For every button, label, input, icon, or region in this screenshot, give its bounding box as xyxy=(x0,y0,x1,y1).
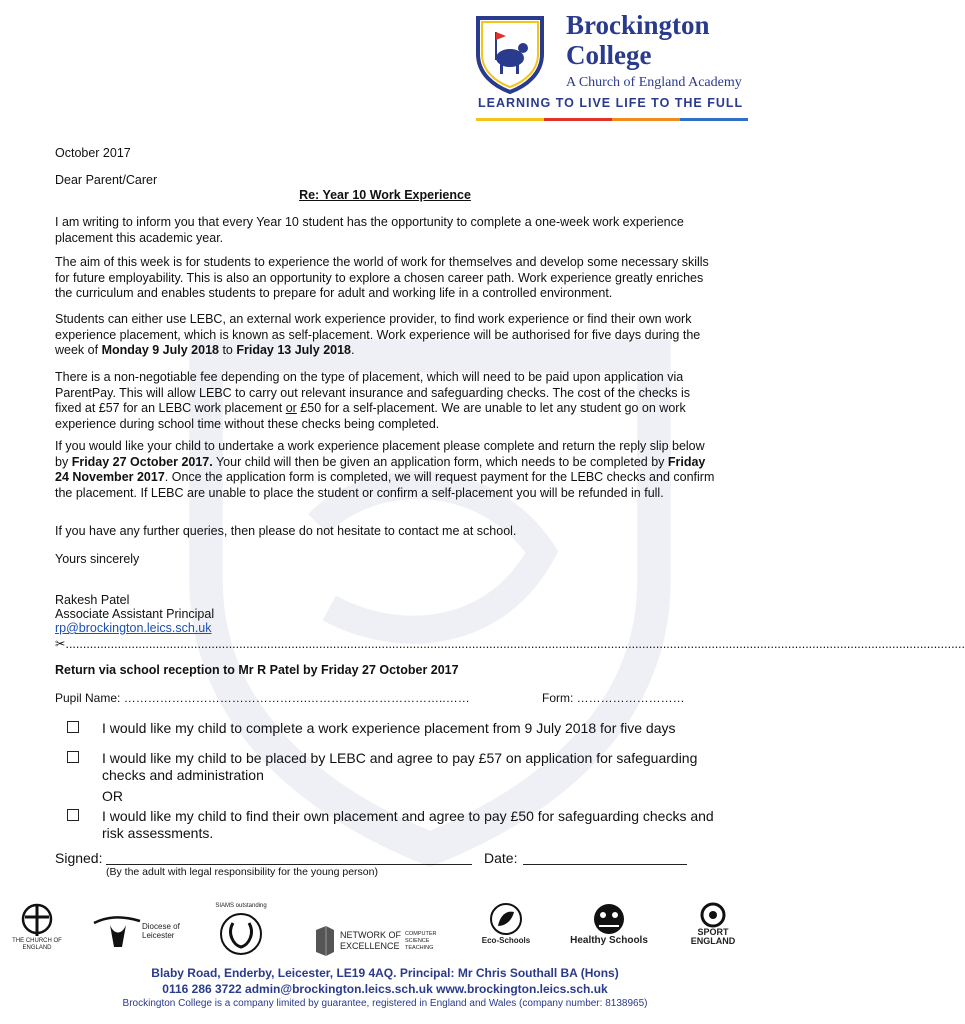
paragraph-placement xyxy=(55,312,715,359)
date-joiner: to xyxy=(218,343,237,357)
sport-england-icon xyxy=(698,902,728,928)
scissors-icon: ✂ xyxy=(55,637,66,651)
computer-line2: SCIENCE xyxy=(405,937,430,944)
paragraph-reply xyxy=(55,439,715,501)
college-name-line2: College xyxy=(566,40,652,70)
network-cube-icon xyxy=(314,926,336,956)
signer-title: Associate Assistant Principal xyxy=(55,607,215,621)
option-full-week[interactable] xyxy=(55,720,725,737)
diocese-figure-icon xyxy=(92,911,142,951)
date-label: Date: xyxy=(484,850,518,866)
option-2-label: I would like my child to be placed by LEBC and agree to pay £57 on application for safeguarding checks and administration xyxy=(102,750,698,783)
siams-logo xyxy=(206,902,276,960)
sport-line2: ENGLAND xyxy=(690,936,736,946)
footer-address: Blaby Road, Enderby, Leicester, LE19 4AQ. Principal: Mr Chris Southall BA (Hons) xyxy=(151,966,619,980)
checkbox-option-2[interactable] xyxy=(67,751,79,763)
signed-label: Signed: xyxy=(55,850,103,866)
computer-line1: COMPUTER xyxy=(405,930,437,937)
paragraph-fees-text-b: £50 for a self-placement. We are unable to let any student go on work experience during school time without these checks being completed. xyxy=(55,401,686,431)
option-self-placement[interactable] xyxy=(55,808,725,842)
letter-salutation: Dear Parent/Carer xyxy=(55,173,158,187)
diocese-logo xyxy=(92,902,180,960)
college-name xyxy=(566,10,710,70)
siams-text: SIAMS outstanding xyxy=(215,903,267,909)
letter-date: October 2017 xyxy=(55,146,131,160)
signer-name: Rakesh Patel xyxy=(55,593,130,607)
paragraph-reply-text-b: Your child will then be given an application form, which needs to be completed by xyxy=(212,454,668,469)
cut-dots: ................................................................................................................................................................................................................................................................... xyxy=(65,637,965,651)
sport-england-text xyxy=(691,928,736,946)
paragraph-intro: I am writing to inform you that every Year 10 student has the opportunity to complete a one-week work experience placement this academic year. xyxy=(55,215,684,245)
footer-company: Brockington College is a company limited by guarantee, registered in England and Wales (company number: 8138965) xyxy=(122,998,648,1009)
eco-schools-text: Eco-Schools xyxy=(481,936,531,945)
form-field[interactable]: Form: ……………………… xyxy=(542,691,685,705)
healthy-schools-logo xyxy=(564,902,654,960)
option-3-label: I would like my child to find their own placement and agree to pay £50 for safeguarding checks and risk assessments. xyxy=(102,808,714,841)
footer-contact: 0116 286 3722 admin@brockington.leics.sch.uk www.brockington.leics.sch.uk xyxy=(162,982,608,996)
college-motto: LEARNING TO LIVE LIFE TO THE FULL xyxy=(478,96,744,110)
pupil-name-field[interactable]: Pupil Name: ……………………………………….……………………………..…… xyxy=(55,691,470,705)
church-cross-icon xyxy=(20,902,54,938)
eco-schools-logo xyxy=(478,902,534,960)
diocese-line2: Leicester xyxy=(142,931,175,940)
church-of-england-logo xyxy=(10,902,64,960)
paragraph-aim: The aim of this week is for students to experience the world of work for themselves and develop some necessary skills for future employability. This is also an opportunity to explore a chosen career path. Work experience greatly enriches the curriculum and enables students to prepare for adult and working life in a controlled environment. xyxy=(55,255,709,300)
end-date: Friday 13 July 2018 xyxy=(236,343,352,357)
healthy-schools-text: Healthy Schools xyxy=(570,935,648,946)
network-text xyxy=(340,930,401,952)
letter-closing: Yours sincerely xyxy=(55,552,140,566)
or-underlined: or xyxy=(285,401,297,415)
or-separator: OR xyxy=(102,788,123,804)
application-deadline: Friday 24 November 2017 xyxy=(55,454,706,484)
diocese-text xyxy=(142,922,180,940)
signer-email[interactable]: rp@brockington.leics.sch.uk xyxy=(55,621,212,635)
church-logo-text: THE CHURCH OF ENGLAND xyxy=(12,938,62,951)
sport-line1: SPORT xyxy=(697,927,729,937)
network-of-excellence-logo xyxy=(314,912,444,970)
network-line2: EXCELLENCE xyxy=(340,941,400,951)
cut-line xyxy=(55,636,965,651)
paragraph-fees xyxy=(55,370,715,432)
college-tagline: A Church of England Academy xyxy=(566,75,742,90)
paragraph-queries: If you have any further queries, then please do not hesitate to contact me at school. xyxy=(55,524,517,538)
paragraph-reply-text-a: If you would like your child to undertake a work experience placement please complete and return the reply slip below by xyxy=(55,439,705,469)
paragraph-fees-text-a: There is a non-negotiable fee depending on the type of placement, which will need to be paid upon application via ParentPay. This will allow LEBC to carry out relevant insurance and safeguarding checks. The cost of the checks is fixed at £57 for an LEBC work placement xyxy=(55,370,691,415)
computer-text xyxy=(405,931,436,952)
start-date: Monday 9 July 2018 xyxy=(101,343,219,357)
diocese-line1: Diocese of xyxy=(142,922,180,931)
colour-stripe xyxy=(476,118,748,121)
return-instructions: Return via school reception to Mr R Patel by Friday 27 October 2017 xyxy=(55,663,459,677)
college-crest-icon xyxy=(474,14,546,94)
national-society-icon xyxy=(217,911,265,957)
option-1-label: I would like my child to complete a work experience placement from 9 July 2018 for five days xyxy=(102,720,676,736)
responsibility-note: (By the adult with legal responsibility for the young person) xyxy=(106,866,378,878)
sentence-end: . xyxy=(351,343,355,357)
signer-email-link[interactable] xyxy=(55,621,715,637)
college-name-line1: Brockington xyxy=(566,10,710,40)
signature-field[interactable] xyxy=(106,864,472,865)
letter-subject: Re: Year 10 Work Experience xyxy=(299,188,471,202)
network-line1: NETWORK OF xyxy=(340,930,401,940)
paragraph-reply-text-c: . Once the application form is completed, we will request payment for the LEBC checks and confirm the placement. If LEBC are unable to place the student or confirm a self-placement you will be refunded in full. xyxy=(55,470,715,500)
date-field[interactable] xyxy=(523,864,687,865)
computer-line3: TEACHING xyxy=(405,944,434,951)
option-lebc[interactable] xyxy=(55,750,725,784)
healthy-schools-icon xyxy=(589,902,629,936)
checkbox-option-3[interactable] xyxy=(67,809,79,821)
paragraph-placement-text: Students can either use LEBC, an external work experience provider, to find work experience or find their own work experience placement, which is known as self-placement. Work experience will be authorised for five days during the week of xyxy=(55,312,701,357)
sport-england-logo xyxy=(686,902,740,960)
checkbox-option-1[interactable] xyxy=(67,721,79,733)
eco-schools-icon xyxy=(488,902,524,936)
reply-deadline: Friday 27 October 2017. xyxy=(71,454,213,469)
